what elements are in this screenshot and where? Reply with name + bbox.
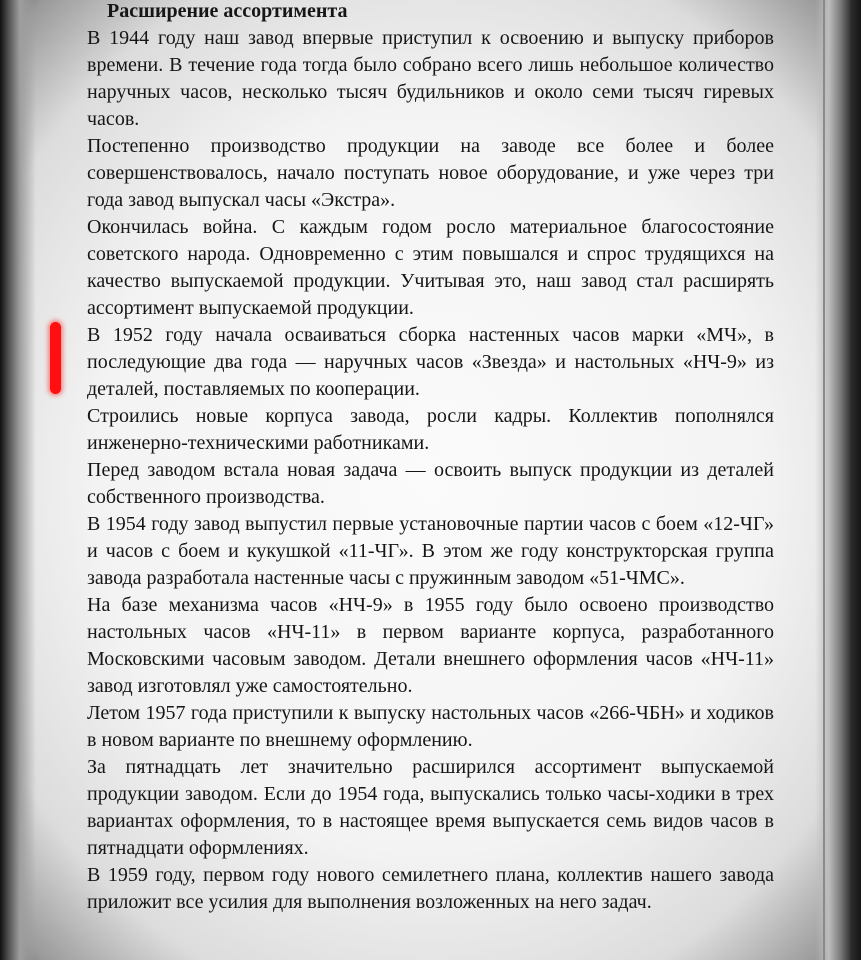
paragraph-6: Перед заводом встала новая задача — освоить выпуск продукции из деталей собственного производства. xyxy=(87,459,774,508)
paragraph-2: Постепенно производство продукции на заводе все более и более совершенствовалось, начало поступать новое оборудование, и уже через три года завод выпускал часы «Экстра». xyxy=(87,135,774,211)
right-border-line xyxy=(823,0,825,960)
left-dark-border xyxy=(0,0,36,960)
paragraph-10: За пятнадцать лет значительно расширился ассортимент выпускаемой продукции заводом. Если до 1954 года, выпускались только часы-ходики в трех вариантах оформления, то в настоящее время выпускается семь видов часов в пятнадцати оформлениях. xyxy=(87,756,774,859)
paragraph-9: Летом 1957 года приступили к выпуску настольных часов «266-ЧБН» и ходиков в новом варианте по внешнему оформлению. xyxy=(87,702,774,751)
paragraph-11: В 1959 году, первом году нового семилетнего плана, коллектив нашего завода приложит все усилия для выполнения возложенных на него задач. xyxy=(87,864,774,913)
right-dark-border xyxy=(815,0,861,960)
document-title: Расширение ассортимента xyxy=(107,0,348,22)
paragraph-3: Окончилась война. С каждым годом росло материальное благосостояние советского народа. Одновременно с этим повышался и спрос трудящихся на качество выпускаемой продукции. Учитывая это, наш завод стал расширять ассортимент выпускаемой продукции. xyxy=(87,216,774,319)
paragraph-5: Строились новые корпуса завода, росли кадры. Коллектив пополнялся инженерно-техническими работниками. xyxy=(87,405,774,454)
paragraph-4: В 1952 году начала осваиваться сборка настенных часов марки «МЧ», в последующие два года — наручных часов «Звезда» и настольных «НЧ-9» из деталей, поставляемых по кооперации. xyxy=(87,324,774,400)
paragraph-1: В 1944 году наш завод впервые приступил к освоению и выпуску приборов времени. В течение года тогда было собрано всего лишь небольшое количество наручных часов, несколько тысяч будильников и около семи тысяч гиревых часов. xyxy=(87,27,774,130)
red-margin-marker xyxy=(50,322,61,394)
paragraph-8: На базе механизма часов «НЧ-9» в 1955 году было освоено производство настольных часов «НЧ-11» в первом варианте корпуса, разработанного Московскими часовым заводом. Детали внешнего оформления часов «НЧ-11» завод изготовлял уже самостоятельно. xyxy=(87,594,774,697)
document-page xyxy=(87,0,774,916)
paragraph-7: В 1954 году завод выпустил первые установочные партии часов с боем «12-ЧГ» и часов с боем и кукушкой «11-ЧГ». В этом же году конструкторская группа завода разработала настенные часы с пружинным заводом «51-ЧМС». xyxy=(87,513,774,589)
